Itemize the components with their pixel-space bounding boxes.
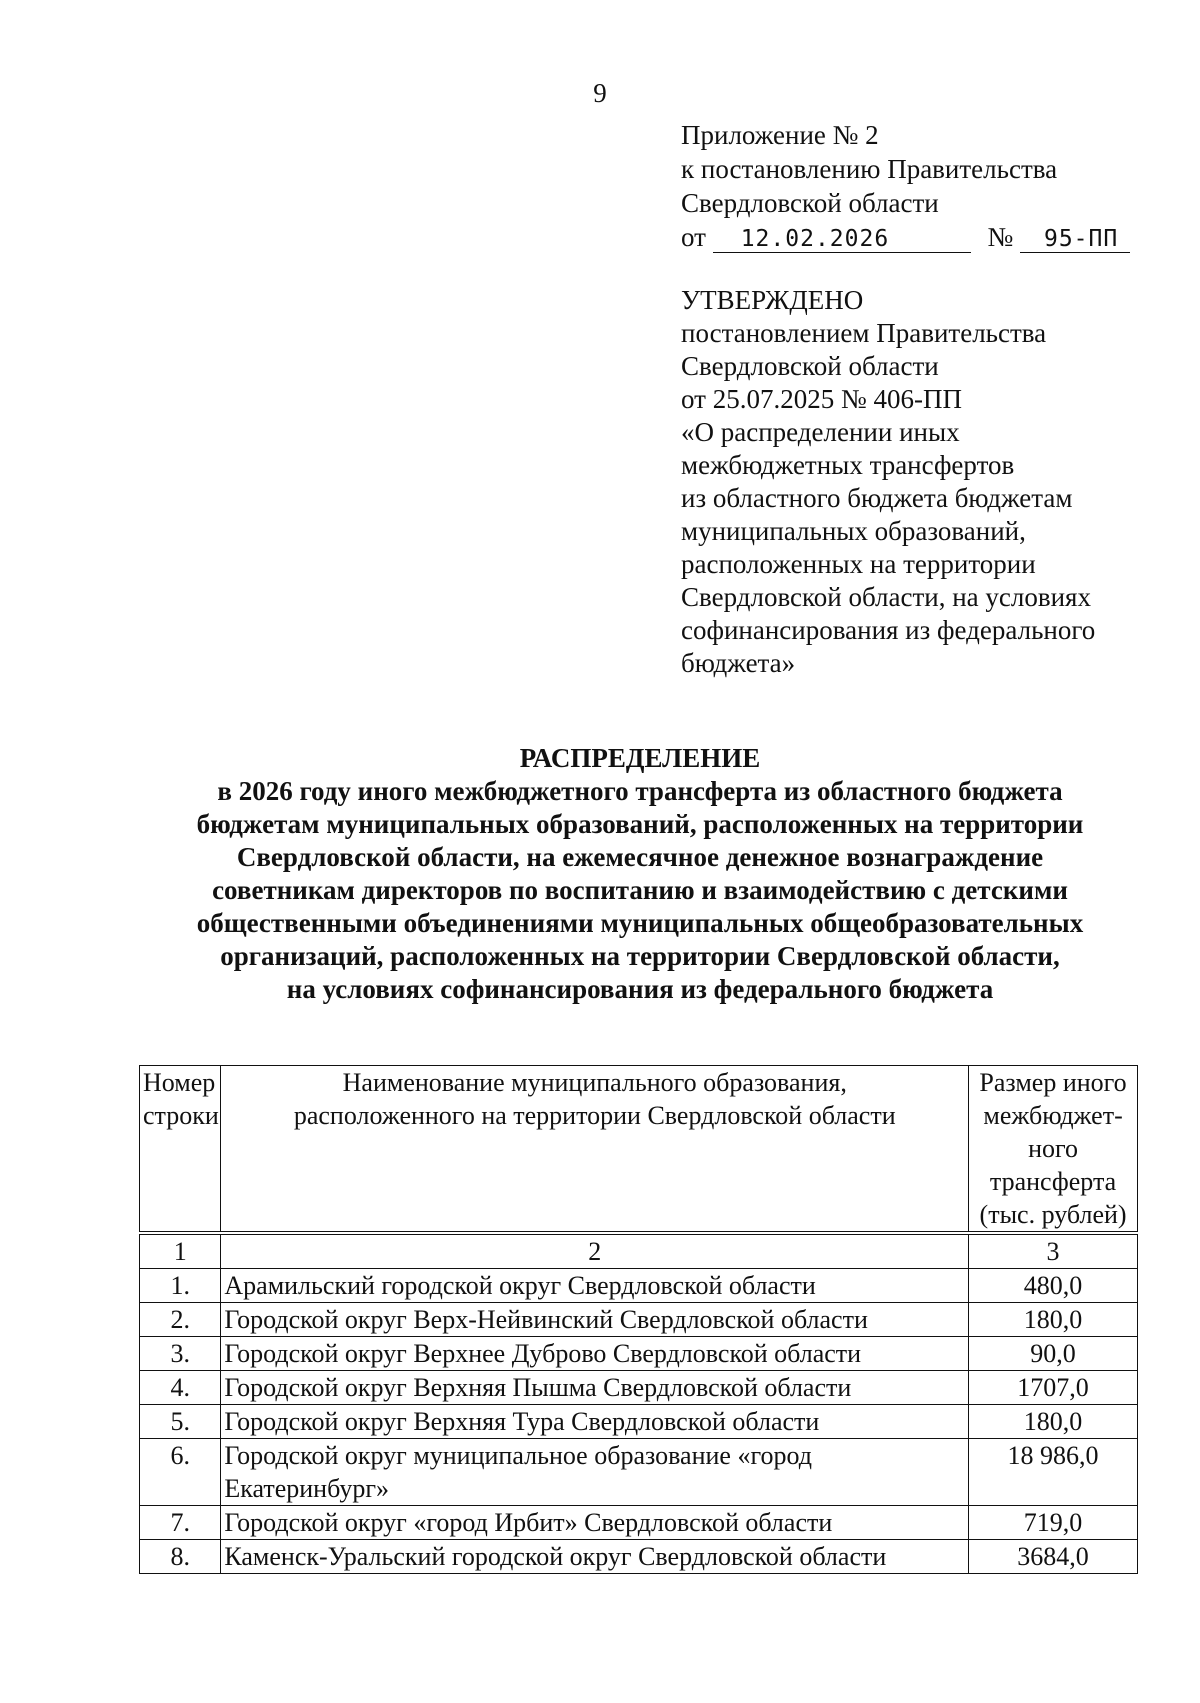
- row-number: 4.: [140, 1371, 221, 1405]
- column-number-row: [140, 1233, 1138, 1269]
- appendix-line: к постановлению Правительства: [681, 154, 1058, 184]
- table-header-row: [140, 1066, 1138, 1234]
- transfer-amount: 719,0: [969, 1506, 1138, 1540]
- row-number: 8.: [140, 1540, 221, 1574]
- appendix-block: [681, 118, 1130, 254]
- approved-line: Свердловской области, на условиях: [681, 582, 1091, 612]
- title-line: советникам директоров по воспитанию и взаимодействию с детскими: [212, 875, 1068, 905]
- column-number: 2: [221, 1233, 969, 1269]
- table-row: [140, 1439, 1138, 1506]
- header-transfer-amount: Размер иного межбюджет- ного трансферта (тыс. рублей): [969, 1066, 1138, 1234]
- municipality-name: Городской округ Верхняя Пышма Свердловской области: [221, 1371, 969, 1405]
- row-number: 1.: [140, 1269, 221, 1303]
- date-prefix: от: [681, 222, 706, 252]
- page-number: 9: [593, 78, 607, 108]
- column-number: 3: [969, 1233, 1138, 1269]
- approved-line: Свердловской области: [681, 351, 939, 381]
- table-row: [140, 1337, 1138, 1371]
- title-line: организаций, расположенных на территории Свердловской области,: [220, 941, 1060, 971]
- title-line: на условиях софинансирования из федерального бюджета: [286, 974, 994, 1004]
- municipality-name: Арамильский городской округ Свердловской области: [221, 1269, 969, 1303]
- approved-line: муниципальных образований,: [681, 516, 1026, 546]
- approved-line: софинансирования из федерального: [681, 615, 1096, 645]
- municipality-name: Городской округ Верх-Нейвинский Свердловской области: [221, 1303, 969, 1337]
- row-number: 5.: [140, 1405, 221, 1439]
- appendix-line: Свердловской области: [681, 188, 939, 218]
- municipality-name: Каменск-Уральский городской округ Свердловской области: [221, 1540, 969, 1574]
- transfer-amount: 90,0: [969, 1337, 1138, 1371]
- municipality-name: Городской округ Верхняя Тура Свердловской области: [221, 1405, 969, 1439]
- table-row: [140, 1506, 1138, 1540]
- transfer-amount: 3684,0: [969, 1540, 1138, 1574]
- approved-line: «О распределении иных: [681, 417, 960, 447]
- title-heading: РАСПРЕДЕЛЕНИЕ: [519, 743, 761, 773]
- header-row-number: Номер строки: [140, 1066, 221, 1234]
- transfer-amount: 1707,0: [969, 1371, 1138, 1405]
- transfer-amount: 180,0: [969, 1303, 1138, 1337]
- approved-line: из областного бюджета бюджетам: [681, 483, 1073, 513]
- document-title: [60, 742, 1200, 1006]
- approved-line: межбюджетных трансфертов: [681, 450, 1015, 480]
- approved-line: постановлением Правительства: [681, 318, 1047, 348]
- table-row: [140, 1371, 1138, 1405]
- table-row: [140, 1303, 1138, 1337]
- table-row: [140, 1540, 1138, 1574]
- appendix-date-line: [681, 220, 1130, 254]
- transfer-amount: 180,0: [969, 1405, 1138, 1439]
- approved-line: бюджета»: [681, 648, 796, 678]
- approved-line: от 25.07.2025 № 406-ПП: [681, 384, 962, 414]
- distribution-table: [139, 1065, 1138, 1574]
- municipality-name: Городской округ муниципальное образование «город Екатеринбург»: [221, 1439, 969, 1506]
- transfer-amount: 18 986,0: [969, 1439, 1138, 1506]
- column-number: 1: [140, 1233, 221, 1269]
- number-prefix: №: [987, 222, 1014, 252]
- resolution-number: 95-ПП: [1020, 226, 1130, 253]
- title-line: общественными объединениями муниципальных общеобразовательных: [196, 908, 1084, 938]
- approved-heading: УТВЕРЖДЕНО: [681, 285, 864, 315]
- table-row: [140, 1269, 1138, 1303]
- table-row: [140, 1405, 1138, 1439]
- municipality-name: Городской округ Верхнее Дуброво Свердловской области: [221, 1337, 969, 1371]
- approved-line: расположенных на территории: [681, 549, 1036, 579]
- title-line: в 2026 году иного межбюджетного трансферта из областного бюджета: [217, 776, 1063, 806]
- appendix-line: Приложение № 2: [681, 120, 879, 150]
- title-line: Свердловской области, на ежемесячное денежное вознаграждение: [236, 842, 1044, 872]
- header-municipality-name: Наименование муниципального образования, расположенного на территории Свердловской области: [221, 1066, 969, 1234]
- row-number: 2.: [140, 1303, 221, 1337]
- row-number: 3.: [140, 1337, 221, 1371]
- municipality-name: Городской округ «город Ирбит» Свердловской области: [221, 1506, 969, 1540]
- resolution-date: 12.02.2026: [713, 226, 971, 253]
- approved-block: [681, 284, 1121, 680]
- title-line: бюджетам муниципальных образований, расположенных на территории: [196, 809, 1084, 839]
- row-number: 7.: [140, 1506, 221, 1540]
- transfer-amount: 480,0: [969, 1269, 1138, 1303]
- row-number: 6.: [140, 1439, 221, 1506]
